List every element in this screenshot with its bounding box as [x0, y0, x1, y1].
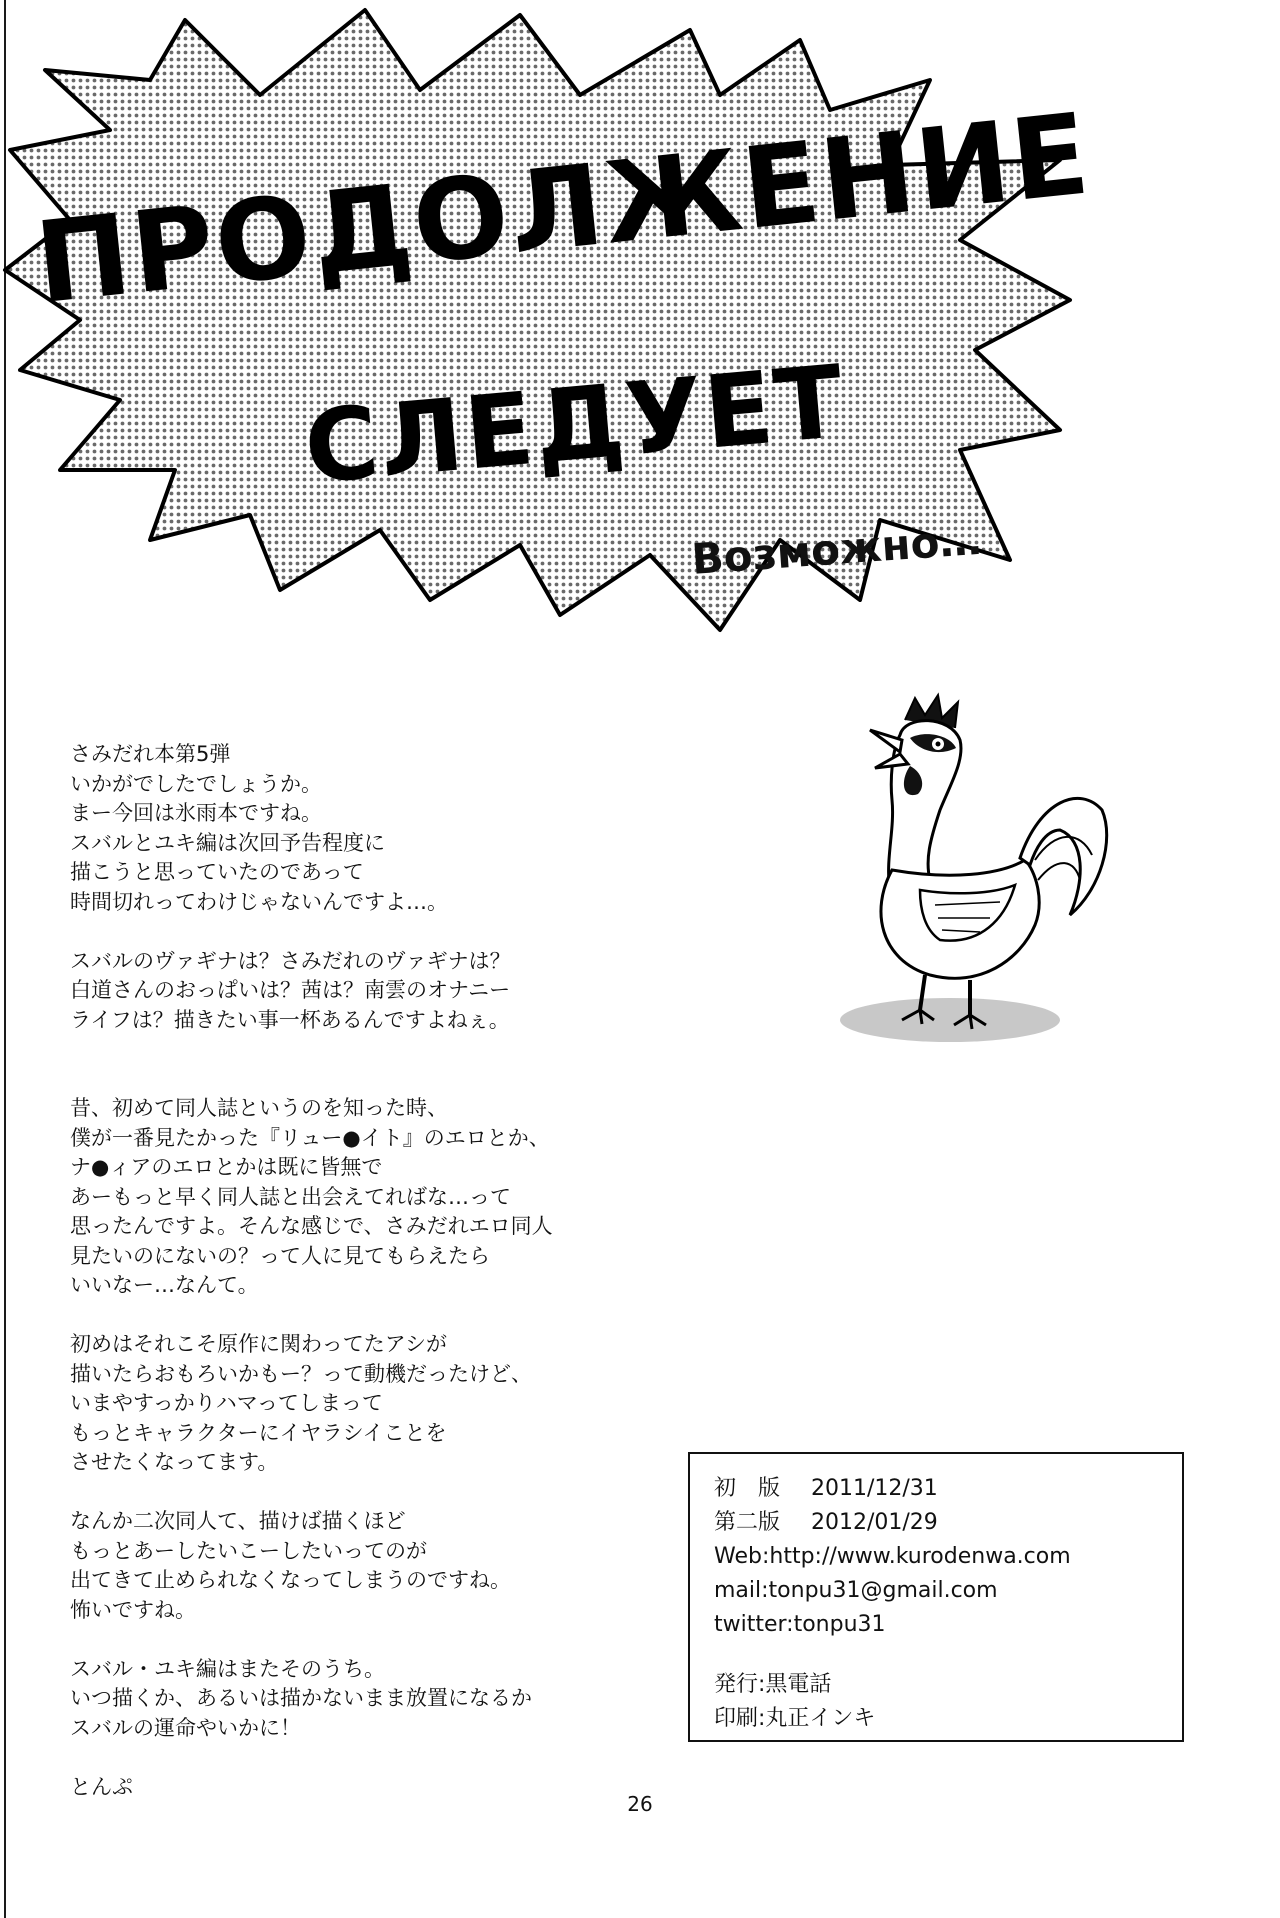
- afterword-line: いかがでしたでしょうか。: [70, 771, 322, 796]
- afterword-line: 出てきて止められなくなってしまうのですね。: [70, 1568, 511, 1592]
- afterword-line: もっとキャラクターにイヤラシイことを: [70, 1420, 447, 1445]
- afterword-line: 初めはそれこそ原作に関わってたアシが: [70, 1332, 447, 1356]
- afterword-paragraph: [70, 740, 630, 917]
- afterword-line: さみだれ本第5弾: [70, 742, 231, 766]
- afterword-line: いまやすっかりハマってしまって: [70, 1391, 383, 1415]
- balloon-subtitle: Возможно…: [690, 514, 983, 584]
- first-edition-date: 2011/12/31: [811, 1476, 938, 1501]
- afterword-paragraph: [70, 1655, 630, 1744]
- afterword-line: スバルのヴァギナは？さみだれのヴァギナは？: [70, 948, 511, 973]
- colophon-box: [688, 1452, 1184, 1742]
- second-edition-date: 2012/01/29: [811, 1510, 938, 1535]
- twitter-handle[interactable]: twitter:tonpu31: [714, 1612, 886, 1637]
- afterword-line: 描こうと思っていたのであって: [70, 860, 364, 884]
- balloon-title-line-1: ПРОДОЛЖЕНИЕ: [30, 89, 1097, 330]
- afterword-line: もっとあーしたいこーしたいってのが: [70, 1538, 427, 1563]
- afterword-line: とんぷ: [70, 1774, 133, 1799]
- afterword-line: スバル・ユキ編はまたそのうち。: [70, 1656, 385, 1681]
- afterword-line: まー今回は氷雨本ですね。: [70, 801, 322, 825]
- publisher: 発行:黒電話: [714, 1672, 832, 1697]
- first-edition-row: [714, 1472, 1158, 1506]
- afterword-line: スバルの運命やいかに！: [70, 1715, 301, 1740]
- page-number: 26: [627, 1792, 653, 1816]
- web-url[interactable]: Web:http://www.kurodenwa.com: [714, 1544, 1071, 1569]
- mail-address[interactable]: mail:tonpu31@gmail.com: [714, 1578, 998, 1603]
- afterword-paragraph: [70, 947, 630, 1036]
- afterword-line: 描いたらおもろいかもー？って動機だったけど、: [70, 1361, 532, 1386]
- afterword-line: ライフは？描きたい事一杯あるんですよねぇ。: [70, 1007, 510, 1032]
- afterword-line: いいなー…なんて。: [70, 1273, 259, 1297]
- afterword-line: なんか二次同人て、描けば描くほど: [70, 1509, 406, 1533]
- rooster-illustration: [830, 690, 1120, 1050]
- afterword-line: スバルとユキ編は次回予告程度に: [70, 830, 385, 855]
- afterword-line: 時間切れってわけじゃないんですよ…。: [70, 889, 448, 914]
- afterword-line: 白道さんのおっぱいは？茜は？南雲のオナニー: [70, 978, 511, 1002]
- afterword-line: させたくなってます。: [70, 1450, 279, 1474]
- burst-speech-balloon: [0, 0, 1097, 640]
- second-edition-label: 第二版: [714, 1510, 781, 1535]
- afterword-paragraph: [70, 1507, 630, 1625]
- second-edition-row: [714, 1506, 1158, 1540]
- afterword-line: 思ったんですよ。そんな感じで、さみだれエロ同人: [70, 1214, 553, 1238]
- afterword-line: 見たいのにないの？って人に見てもらえたら: [70, 1243, 490, 1268]
- afterword-text: [70, 740, 630, 1832]
- afterword-line: 怖いですね。: [70, 1597, 196, 1622]
- afterword-line: あーもっと早く同人誌と出会えてればな…って: [70, 1184, 511, 1209]
- afterword-line: ナ●ィアのエロとかは既に皆無で: [70, 1155, 383, 1179]
- balloon-title-line-2: СЛЕДУЕТ: [300, 342, 850, 507]
- afterword-paragraph: [70, 1330, 630, 1478]
- afterword-paragraph: [70, 1094, 630, 1301]
- afterword-line: 昔、初めて同人誌というのを知った時、: [70, 1096, 448, 1120]
- printer: 印刷:丸正インキ: [714, 1706, 876, 1731]
- afterword-line: 僕が一番見たかった『リュー●イト』のエロとか、: [70, 1125, 550, 1150]
- afterword-line: いつ描くか、あるいは描かないまま放置になるか: [70, 1686, 532, 1710]
- first-edition-label: 初 版: [714, 1476, 781, 1501]
